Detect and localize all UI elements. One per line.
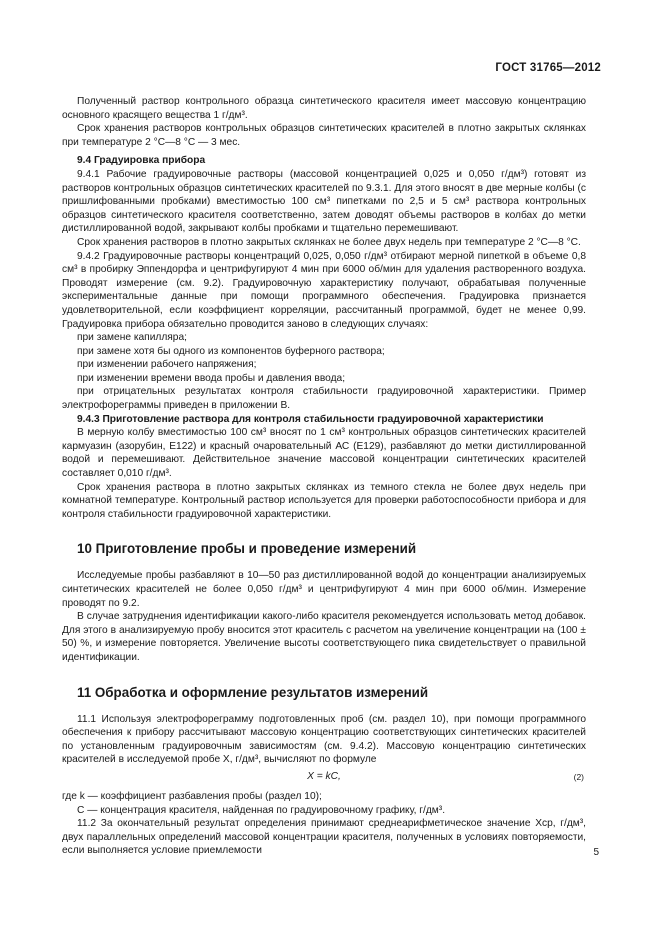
paragraph: В случае затруднения идентификации какого-либо красителя рекомендуется использовать метод добавок. Для этого в анализируемую пробу вносится этот краситель с расчетом на увеличение концентрации на (100 ± 50) %, и измерение повторяется. Увеличение высоты соответствующего пика свидетельствует о правильной идентификации. xyxy=(62,611,586,663)
list-item: при изменении рабочего напряжения; xyxy=(77,359,257,371)
section-heading-11: 11 Обработка и оформление результатов измерений xyxy=(77,684,429,700)
document-code-header: ГОСТ 31765—2012 xyxy=(495,62,601,74)
formula: X = kC, xyxy=(307,770,341,782)
paragraph: Срок хранения растворов в плотно закрытых склянках не более двух недель при температуре 2 °С—8 °С. xyxy=(77,236,581,248)
list-item: при замене капилляра; xyxy=(77,332,187,344)
paragraph: Полученный раствор контрольного образца синтетического красителя имеет массовую концентрацию основного красящего вещества 1 г/дм³. xyxy=(62,96,586,121)
subsection-heading-9-4: 9.4 Градуировка прибора xyxy=(77,155,206,167)
paragraph: 9.4.2 Градуировочные растворы концентраций 0,025, 0,050 г/дм³ отбирают мерной пипеткой в объеме 0,8 см³ в пробирку Эппендорфа и центрифугируют 4 мин при 6000 об/мин для удаления растворенного воздуха. Проводят измерение (см. 9.2). Градуировочную характеристику получают, обрабатывая полученные экспериментальные данные при помощи программного обеспечения. Градуировка признается удовлетворительной, если коэффициент корреляции, рассчитанный программой, будет не менее 0,99. Градуировка прибора обязательно проводится заново в следующих случаях: xyxy=(62,250,586,330)
paragraph: Срок хранения раствора в плотно закрытых склянках из темного стекла не более двух недель при комнатной температуре. Контрольный раствор используется для проверки работоспособности прибора и для контроля стабильности градуировочной характеристики. xyxy=(62,481,586,520)
subsection-heading-9-4-3: 9.4.3 Приготовление раствора для контроля стабильности градуировочной характеристики xyxy=(77,413,544,425)
paragraph: 9.4.1 Рабочие градуировочные растворы (массовой концентрацией 0,025 и 0,050 г/дм³) готовят из растворов контрольных образцов синтетических красителей по 9.3.1. Для этого вносят в две мерные колбы (с пришлифованными пробками) вместимостью 100 см³ пипетками по 2,5 и 5 см³ раствора контрольных образцов синтетического красителя соответственно, затем доводят объемы растворов в колбах до метки дистиллированной водой, закрывают колбы пробками и тщательно перемешивают. xyxy=(62,168,586,235)
equation-number: (2) xyxy=(573,771,584,782)
paragraph: Срок хранения растворов контрольных образцов синтетических красителей в плотно закрытых склянках при температуре 2 °С—8 °С — 3 мес. xyxy=(62,123,586,148)
paragraph: 11.1 Используя электрофореграмму подготовленных проб (см. раздел 10), при помощи программного обеспечения к прибору рассчитывают массовую концентрацию соответствующих синтетических красителей по установленным градуировочным зависимостям (см. 9.4.2). Массовую концентрацию синтетических красителей в исследуемой пробе X, г/дм³, вычисляют по формуле xyxy=(62,713,586,766)
paragraph: В мерную колбу вместимостью 100 см³ вносят по 1 см³ контрольных образцов синтетических красителей кармуазин (азорубин, Е122) и красный очаровательный АС (Е129), разбавляют до метки дистиллированной водой и перемешивают. Действительное значение массовой концентрации синтетических красителей составляет 0,010 г/дм³. xyxy=(62,427,586,480)
paragraph: Исследуемые пробы разбавляют в 10—50 раз дистиллированной водой до концентрации анализируемых синтетических красителей не более 0,050 г/дм³ и центрифугируют 4 мин при 6000 об/мин. Измерение проводят по 9.2. xyxy=(62,570,586,609)
formula-block xyxy=(62,770,586,787)
formula-explanation: C — концентрация красителя, найденная по градуировочному графику, г/дм³. xyxy=(77,804,446,816)
document-body xyxy=(62,95,586,858)
section-heading-10: 10 Приготовление пробы и проведение измерений xyxy=(77,541,417,557)
list-item: при изменении времени ввода пробы и давления ввода; xyxy=(77,372,346,384)
list-item: при отрицательных результатах контроля стабильности градуировочной характеристики. Пример электрофореграммы приведен в приложении В. xyxy=(62,386,586,412)
formula-explanation: где k — коэффициент разбавления пробы (раздел 10); xyxy=(62,790,322,802)
paragraph: 11.2 За окончательный результат определения принимают среднеарифметическое значение Xср, г/дм³, двух параллельных определений массовой концентрации красителя, полученных в условиях повторяемости, если выполняется условие приемлемости xyxy=(62,818,586,857)
page-number: 5 xyxy=(593,847,599,858)
list-item: при замене хотя бы одного из компонентов буферного раствора; xyxy=(77,345,385,357)
